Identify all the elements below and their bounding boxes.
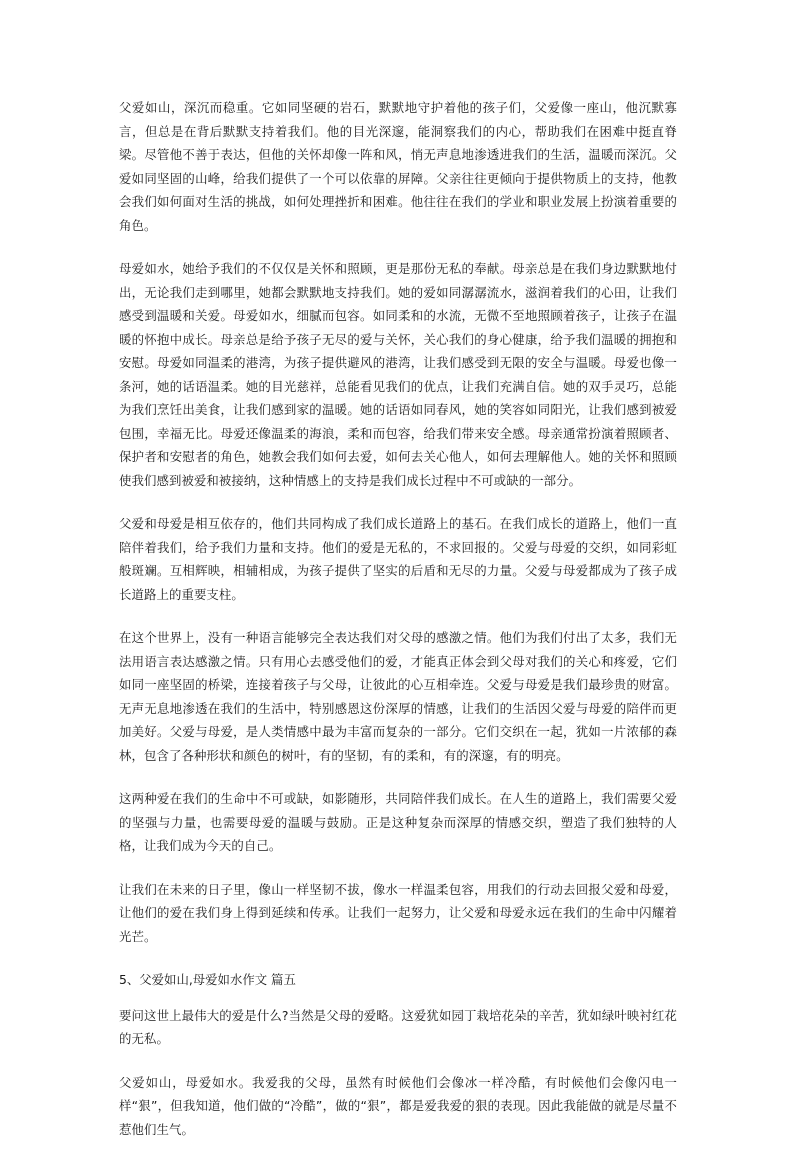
section-heading: 5、父爱如山,母爱如水作文 篇五 <box>119 972 296 987</box>
paragraph-5: 这两种爱在我们的生命中不可或缺，如影随形，共同陪伴我们成长。在人生的道路上，我们需要父爱的坚强与力量，也需要母爱的温暖与鼓励。正是这种复杂而深厚的情感交织，塑造了我们独特的人格，让我们成为今天的自己。 <box>119 791 677 853</box>
paragraph-1: 父爱如山，深沉而稳重。它如同坚硬的岩石，默默地守护着他的孩子们，父爱像一座山，他沉默寡言，但总是在背后默默支持着我们。他的目光深邃，能洞察我们的内心，帮助我们在困难中挺直脊梁。尽管他不善于表达，但他的关怀却像一阵和风，悄无声息地渗透进我们的生活，温暖而深沉。父爱如同坚固的山峰，给我们提供了一个可以依靠的屏障。父亲往往更倾向于提供物质上的支持，他教会我们如何面对生活的挑战，如何处理挫折和困难。他往往在我们的学业和职业发展上扮演着重要的角色。 <box>119 100 677 233</box>
paragraph-8: 父爱如山，母爱如水。我爱我的父母，虽然有时候他们会像冰一样冷酷，有时候他们会像闪电一样“狠”，但我知道，他们做的“冷酷”，做的“狠”，都是爱我爱的狠的表现。因此我能做的就是尽量不惹他们生气。 <box>119 1074 677 1137</box>
paragraph-4: 在这个世界上，没有一种语言能够完全表达我们对父母的感激之情。他们为我们付出了太多，我们无法用语言表达感激之情。只有用心去感受他们的爱，才能真正体会到父母对我们的关心和疼爱，它们如同一座坚固的桥梁，连接着孩子与父母，让彼此的心互相牵连。父爱与母爱是我们最珍贵的财富。无声无息地渗透在我们的生活中，特别感恩这份深厚的情感，让我们的生活因父爱与母爱的陪伴而更加美好。父爱与母爱，是人类情感中最为丰富而复杂的一部分。它们交织在一起，犹如一片浓郁的森林，包含了各种形状和颜色的树叶，有的坚韧，有的柔和，有的深邃，有的明亮。 <box>119 630 677 763</box>
document-body <box>119 96 677 1161</box>
paragraph-3: 父爱和母爱是相互依存的，他们共同构成了我们成长道路上的基石。在我们成长的道路上，他们一直陪伴着我们，给予我们力量和支持。他们的爱是无私的，不求回报的。父爱与母爱的交织，如同彩虹般斑斓。互相辉映，相辅相成，为孩子提供了坚实的后盾和无尽的力量。父爱与母爱都成为了孩子成长道路上的重要支柱。 <box>119 516 677 602</box>
paragraph-7: 要问这世上最伟大的爱是什么?当然是父母的爱略。这爱犹如园丁栽培花朵的辛苦，犹如绿叶映衬红花的无私。 <box>119 1007 677 1046</box>
paragraph-2: 母爱如水，她给予我们的不仅仅是关怀和照顾，更是那份无私的奉献。母亲总是在我们身边默默地付出，无论我们走到哪里，她都会默默地支持我们。她的爱如同潺潺流水，滋润着我们的心田，让我们感受到温暖和关爱。母爱如水，细腻而包容。如同柔和的水流，无微不至地照顾着孩子，让孩子在温暖的怀抱中成长。母亲总是给予孩子无尽的爱与关怀，关心我们的身心健康，给予我们温暖的拥抱和安慰。母爱如同温柔的港湾，为孩子提供避风的港湾，让我们感受到无限的安全与温暖。母爱也像一条河，她的话语温柔。她的目光慈祥，总能看见我们的优点，让我们充满自信。她的双手灵巧，总能为我们烹饪出美食，让我们感到家的温暖。她的话语如同春风，她的笑容如同阳光，让我们感到被爱包围，幸福无比。母爱还像温柔的海浪，柔和而包容，给我们带来安全感。母亲通常扮演着照顾者、保护者和安慰者的角色，她教会我们如何去爱，如何去关心他人，如何去理解他人。她的关怀和照顾使我们感到被爱和被接纳，这种情感上的支持是我们成长过程中不可或缺的一部分。 <box>119 261 677 488</box>
paragraph-6: 让我们在未来的日子里，像山一样坚韧不拔，像水一样温柔包容，用我们的行动去回报父爱和母爱，让他们的爱在我们身上得到延续和传承。让我们一起努力，让父爱和母爱永远在我们的生命中闪耀着光芒。 <box>119 881 677 944</box>
